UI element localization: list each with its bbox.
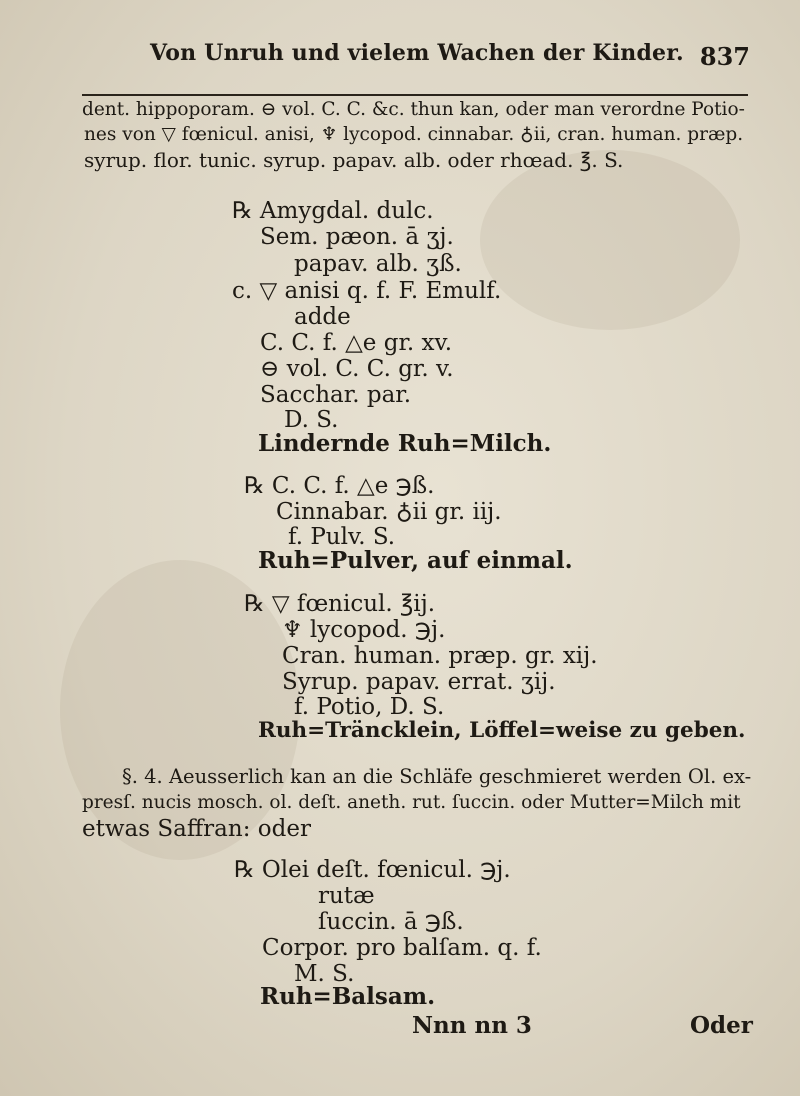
recipe-title: Lindernde Ruh=Milch. <box>258 430 552 457</box>
recipe-line: ℞ Olei deſt. fœnicul. ℈j. <box>234 857 511 883</box>
recipe-line: Sem. pæon. ā ʒj. <box>260 224 454 250</box>
recipe-line: c. ▽ anisi q. f. F. Emulf. <box>232 278 502 304</box>
recipe-line: papav. alb. ʒß. <box>294 251 462 277</box>
text-line: etwas Saffran: oder <box>82 816 311 842</box>
recipe-line: Syrup. papav. errat. ʒij. <box>282 669 556 695</box>
signature-mark: Nnn nn 3 <box>412 1012 532 1039</box>
recipe-line: rutæ <box>318 883 375 909</box>
text-line: dent. hippoporam. ⊖ vol. C. C. &c. thun kan, oder man verordne Potio- <box>82 99 745 120</box>
recipe-line: ſuccin. ā ℈ß. <box>318 909 464 935</box>
recipe-line: Corpor. pro balſam. q. f. <box>262 935 542 961</box>
text-line: nes von ▽ fœnicul. anisi, ♆ lycopod. cinnabar. ♁ii, cran. human. præp. <box>84 124 744 145</box>
recipe-line: ℞ Amygdal. dulc. <box>232 198 434 224</box>
recipe-line: D. S. <box>284 407 339 433</box>
header-rule <box>82 94 748 96</box>
recipe-line: ℞ ▽ fœnicul. ℥ij. <box>244 591 436 617</box>
page-header <box>150 40 750 80</box>
recipe-line: ⊖ vol. C. C. gr. v. <box>260 356 454 382</box>
recipe-line: f. Potio, D. S. <box>294 694 445 720</box>
recipe-line: f. Pulv. S. <box>288 524 396 550</box>
recipe-line: C. C. f. △e gr. xv. <box>260 330 453 356</box>
recipe-line: Cinnabar. ♁ii gr. iij. <box>276 499 502 525</box>
recipe-line: adde <box>294 304 351 330</box>
recipe-title: Ruh=Balsam. <box>260 983 436 1010</box>
recipe-line: Sacchar. par. <box>260 382 412 408</box>
text-line: §. 4. Aeusserlich kan an die Schläfe geschmieret werden Ol. ex- <box>122 765 752 788</box>
recipe-line: ℞ C. C. f. △e ℈ß. <box>244 473 435 499</box>
recipe-title: Ruh=Pulver, auf einmal. <box>258 547 573 574</box>
recipe-title: Ruh=Träncklein, Löffel=weise zu geben. <box>258 718 746 743</box>
page-number: 837 <box>699 42 750 71</box>
text-line: presſ. nucis mosch. ol. deſt. aneth. rut. ſuccin. oder Mutter=Milch mit <box>82 792 741 813</box>
catchword: Oder <box>690 1012 753 1039</box>
running-head: Von Unruh und vielem Wachen der Kinder. <box>150 40 684 66</box>
text-line: syrup. flor. tunic. syrup. papav. alb. oder rhœad. ℥. S. <box>84 148 624 172</box>
recipe-line: Cran. human. præp. gr. xij. <box>282 643 598 669</box>
recipe-line: M. S. <box>294 961 355 987</box>
recipe-line: ♆ lycopod. ℈j. <box>282 617 446 643</box>
paper-stain <box>480 150 740 330</box>
